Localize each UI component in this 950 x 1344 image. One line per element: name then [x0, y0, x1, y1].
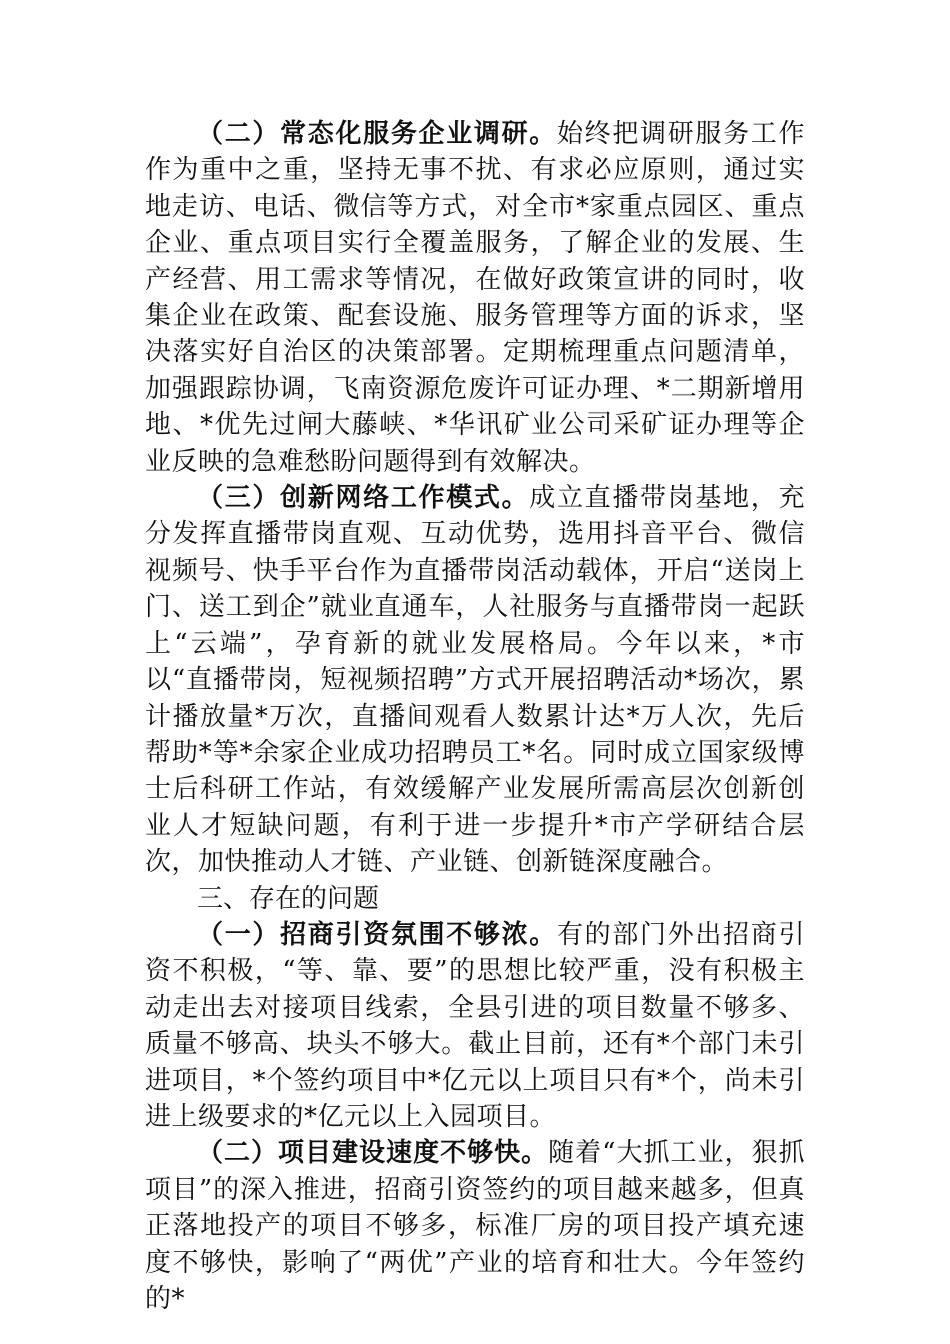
document-body [145, 116, 805, 1317]
paragraph-enterprise-research [145, 116, 805, 480]
paragraph-body: 有的部门外出招商引资不积极，“等、靠、要”的思想比较严重，没有积极主动走出去对接项目线索，全县引进的项目数量不够多、质量不够高、块头不够大。截止目前，还有*个部门未引进项目，*个签约项目中*亿元以上项目只有*个，尚未引进上级要求的*亿元以上入园项目。 [145, 919, 805, 1132]
paragraph-body: 成立直播带岗基地，充分发挥直播带岗直观、互动优势，选用抖音平台、微信视频号、快手平台作为直播带岗活动载体，开启“送岗上门、送工到企”就业直通车，人社服务与直播带岗一起跃上“云端”，孕育新的就业发展格局。今年以来，*市以“直播带岗，短视频招聘”方式开展招聘活动*场次，累计播放量*万次，直播间观看人数累计达*万人次，先后帮助*等*余家企业成功招聘员工*名。同时成立国家级博士后科研工作站，有效缓解产业发展所需高层次创新创业人才短缺问题，有利于进一步提升*市产学研结合层次，加快推动人才链、产业链、创新链深度融合。 [145, 483, 805, 878]
paragraph-problem-project-speed [145, 1135, 805, 1317]
paragraph-lead: （一）招商引资氛围不够浓。 [197, 919, 557, 950]
paragraph-lead: （二）项目建设速度不够快。 [197, 1138, 549, 1169]
section-heading-problems: 三、存在的问题 [197, 883, 380, 914]
paragraph-lead: （二）常态化服务企业调研。 [197, 119, 557, 149]
paragraph-body: 始终把调研服务工作作为重中之重，坚持无事不扰、有求必应原则，通过实地走访、电话、微信等方式，对全市*家重点园区、重点企业、重点项目实行全覆盖服务，了解企业的发展、生产经营、用工需求等情况，在做好政策宣讲的同时，收集企业在政策、配套设施、服务管理等方面的诉求，坚决落实好自治区的决策部署。定期梳理重点问题清单，加强跟踪协调，飞南资源危废许可证办理、*二期新增用地、*优先过闸大藤峡、*华讯矿业公司采矿证办理等企业反映的急难愁盼问题得到有效解决。 [145, 119, 805, 477]
paragraph-lead: （三）创新网络工作模式。 [197, 483, 530, 514]
paragraph-body: 随着“大抓工业，狠抓项目”的深入推进，招商引资签约的项目越来越多，但真正落地投产的项目不够多，标准厂房的项目投产填充速度不够快，影响了“两优”产业的培育和壮大。今年签约的* [145, 1138, 805, 1314]
paragraph-network-work-mode [145, 480, 805, 880]
paragraph-problem-investment [145, 917, 805, 1135]
